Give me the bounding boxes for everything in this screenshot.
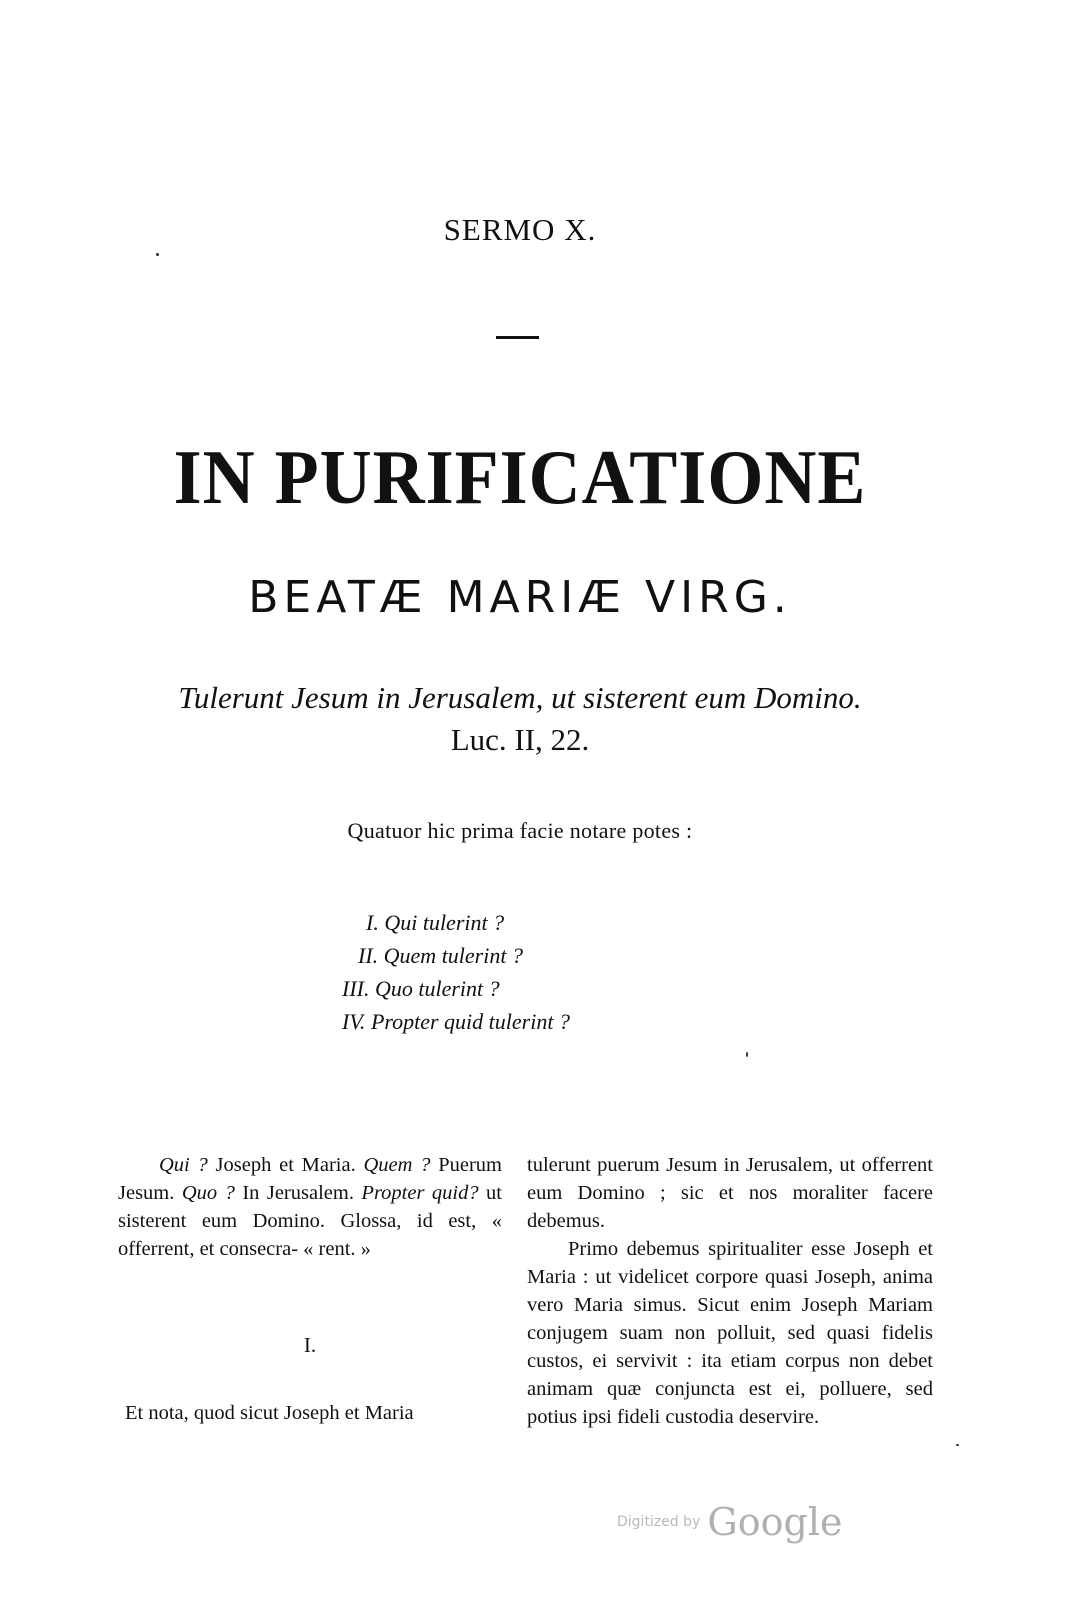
intro-line: Quatuor hic prima facie notare potes : [347,818,693,843]
answer-a3: In Jerusalem. [234,1182,362,1204]
ink-speck [156,253,159,256]
answer-q4: Propter quid? [361,1182,479,1204]
question-text: Propter quid tulerint ? [370,1009,570,1034]
sermon-number: SERMO X. [443,212,597,247]
answer-q2: Quem ? [363,1154,431,1176]
question-number: III. [342,976,370,1001]
page-title: IN PURIFICATIONE [173,433,867,521]
question-text: Qui tulerint ? [384,910,505,935]
epigraph-reference: Luc. II, 22. [450,722,590,757]
list-item [340,906,740,939]
body-paragraph: Primo debemus spiritualiter esse Joseph et Maria : ut videlicet corpore quasi Joseph, anima vero Maria simus. Sicut enim Joseph Mariam conjugem suam non polluit, sed quasi fidelis custos, ei servivit : ita etiam corpus non debet animam quæ conjuncta est ei, polluere, sed potius ipsi fideli custodia deservire. [527,1238,933,1428]
question-text: Quo tulerint ? [374,976,500,1001]
ink-speck [956,1444,959,1446]
section-paragraph: Et nota, quod sicut Joseph et Maria [125,1402,414,1424]
question-number: II. [358,943,379,968]
watermark-prefix: Digitized by [617,1514,701,1530]
question-text: Quem tulerint ? [383,943,523,968]
list-item [340,1005,740,1038]
answer-q1: Qui ? [159,1154,208,1176]
section-number: I. [303,1333,317,1357]
answer-q3: Quo ? [181,1182,235,1204]
ink-speck [746,1052,748,1057]
answer-paragraph [118,1151,502,1263]
answer-a1: Joseph et Maria. [207,1154,364,1176]
question-number: IV. [342,1009,366,1034]
list-item [340,972,740,1005]
left-column [118,1151,502,1427]
epigraph-text: Tulerunt Jesum in Jerusalem, ut sisterent eum Domino. [178,680,862,715]
title-divider [496,336,539,339]
right-column [527,1151,933,1431]
answer-a4: ut sisterent eum Domino. Glossa, id est, « offerrent, et consecra- « rent. » [118,1182,502,1260]
question-number: I. [366,910,379,935]
continuation-paragraph: tulerunt puerum Jesum in Jerusalem, ut offerrent eum Domino ; sic et nos moraliter facere debemus. [527,1154,933,1232]
digitized-watermark [617,1500,842,1544]
question-list [340,906,740,1038]
page-subtitle: BEATÆ MARIÆ VIRG. [248,572,792,623]
list-item [340,939,740,972]
google-logo: Google [707,1500,843,1544]
answer-a2: Puerum Jesum. [118,1154,503,1204]
